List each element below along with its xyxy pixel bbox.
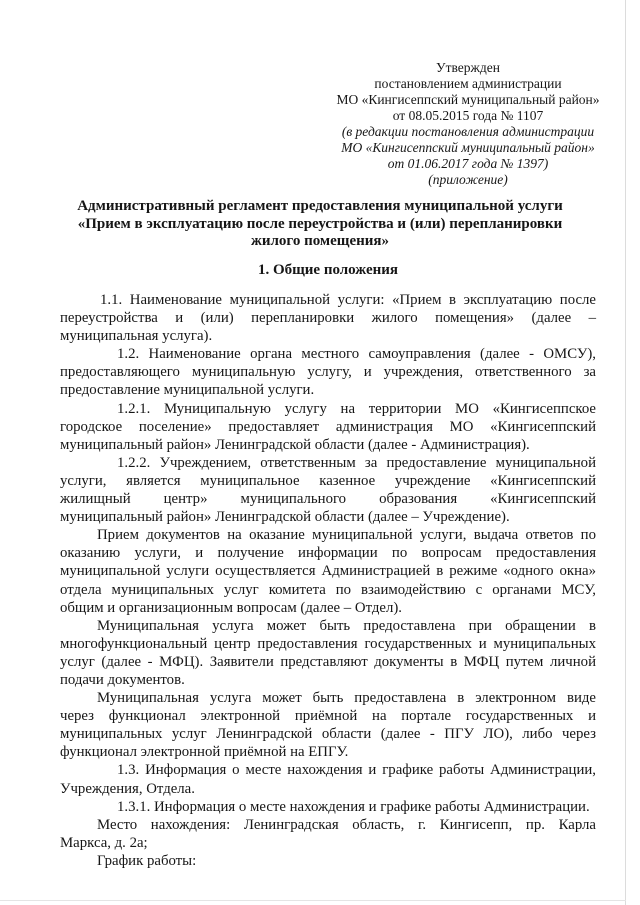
section-heading: 1. Общие положения [257, 262, 399, 278]
paragraph-1-3-1 [60, 798, 596, 816]
text-line: оказанию услуги, и получение информации по вопросам предоставления [60, 545, 596, 562]
text-line: 1.3. Информация о месте нахождения и графике работы Администрации, [117, 762, 596, 779]
text-line: муниципальный район» Ленинградской области (далее – Учреждение). [60, 509, 510, 526]
paragraph-schedule [60, 852, 596, 870]
document-body [60, 291, 596, 870]
text-line: МО «Кингисеппский муниципальный район» [341, 140, 595, 155]
text-line: 1.2. Наименование органа местного самоуправления (далее - ОМСУ), [117, 346, 596, 363]
text-line: График работы: [97, 852, 197, 869]
text-line: муниципальных услуг Ленинградской области (далее - ПГУ ЛО), либо через [60, 726, 596, 743]
paragraph-1-2-2 [60, 454, 596, 526]
text-line: постановлением администрации [374, 76, 562, 91]
text-line: предоставляющего муниципальную услугу, и учреждения, ответственного за [60, 364, 596, 381]
scan-edge-bottom [0, 900, 626, 901]
text-line: Муниципальная услуга может быть предоставлена в электронном виде [97, 690, 596, 707]
amendment-lines [330, 124, 606, 188]
paragraph-mfc [60, 617, 596, 689]
text-line: подачи документов. [60, 671, 185, 688]
paragraph-1-3 [60, 761, 596, 797]
text-line: городское поселение» предоставляет администрация МО «Кингисеппский [60, 418, 596, 435]
text-line: предоставление муниципальной услуги. [60, 382, 315, 399]
paragraph-1-2 [60, 345, 596, 399]
text-line: 1.3.1. Информация о месте нахождения и графике работы Администрации. [117, 798, 590, 815]
text-line: Административный регламент предоставления муниципальной услуги [77, 198, 563, 214]
paragraph-1-1 [60, 291, 596, 345]
paragraph-electronic [60, 689, 596, 761]
document-title [40, 198, 600, 251]
text-line: 1.2.1. Муниципальную услугу на территории МО «Кингисеппское [117, 400, 596, 417]
text-line: 1.1. Наименование муниципальной услуги: «Прием в эксплуатацию после [100, 292, 596, 308]
text-line: от 08.05.2015 года № 1107 [392, 108, 544, 123]
text-line: отдела муниципальных услуг комитета по взаимодействию с органами МСУ, [60, 581, 596, 598]
text-line: функционал электронной приёмной на ЕПГУ. [60, 744, 349, 761]
text-line: Прием документов на оказание муниципальной услуги, выдача ответов по [97, 527, 596, 544]
text-line: Маркса, д. 2а; [60, 834, 148, 851]
scan-edge-right [625, 0, 626, 905]
text-line: услуги, является муниципальное казенное учреждение «Кингисеппский [60, 472, 596, 489]
text-line: Место нахождения: Ленинградская область, г. Кингисепп, пр. Карла [97, 816, 596, 833]
paragraph-1-2-1 [60, 400, 596, 454]
text-line: от 01.06.2017 года № 1397) [387, 156, 549, 171]
paragraph-location [60, 816, 596, 852]
text-line: 1.2.2. Учреждением, ответственным за предоставление муниципальной [117, 454, 596, 471]
text-line: муниципальная услуга). [60, 328, 213, 345]
text-line: переустройства и (или) перепланировки жилого помещения» (далее – [60, 310, 596, 327]
text-line: общим и организационным вопросам (далее – Отдел). [60, 599, 402, 616]
text-line: «Прием в эксплуатацию после переустройства и (или) перепланировки [77, 215, 563, 232]
text-line: муниципальной услуги осуществляется Администрацией в режиме «одного окна» [60, 563, 596, 580]
text-line: (приложение) [428, 172, 508, 187]
text-line: услуг (далее - МФЦ). Заявители представляют документы в МФЦ путем личной [60, 653, 596, 670]
paragraph-single-window [60, 526, 596, 616]
approval-stamp-block [330, 60, 606, 188]
text-line: жилого помещения» [250, 233, 390, 249]
text-line: многофункциональный центр предоставления государственных и муниципальных [60, 635, 596, 652]
text-line: жилищный центр» муниципального образования «Кингисеппский [60, 491, 596, 508]
text-line: (в редакции постановления администрации [341, 124, 595, 139]
approval-lines [330, 60, 606, 124]
text-line: Утвержден [436, 60, 500, 75]
text-line: МО «Кингисеппский муниципальный район» [336, 92, 600, 107]
text-line: муниципальный район» Ленинградской области (далее - Администрация). [60, 436, 530, 453]
text-line: Учреждения, Отдела. [60, 780, 195, 797]
text-line: через функционал электронной приёмной на портале государственных и [60, 708, 596, 725]
text-line: Муниципальная услуга может быть предоставлена при обращении в [97, 617, 596, 634]
